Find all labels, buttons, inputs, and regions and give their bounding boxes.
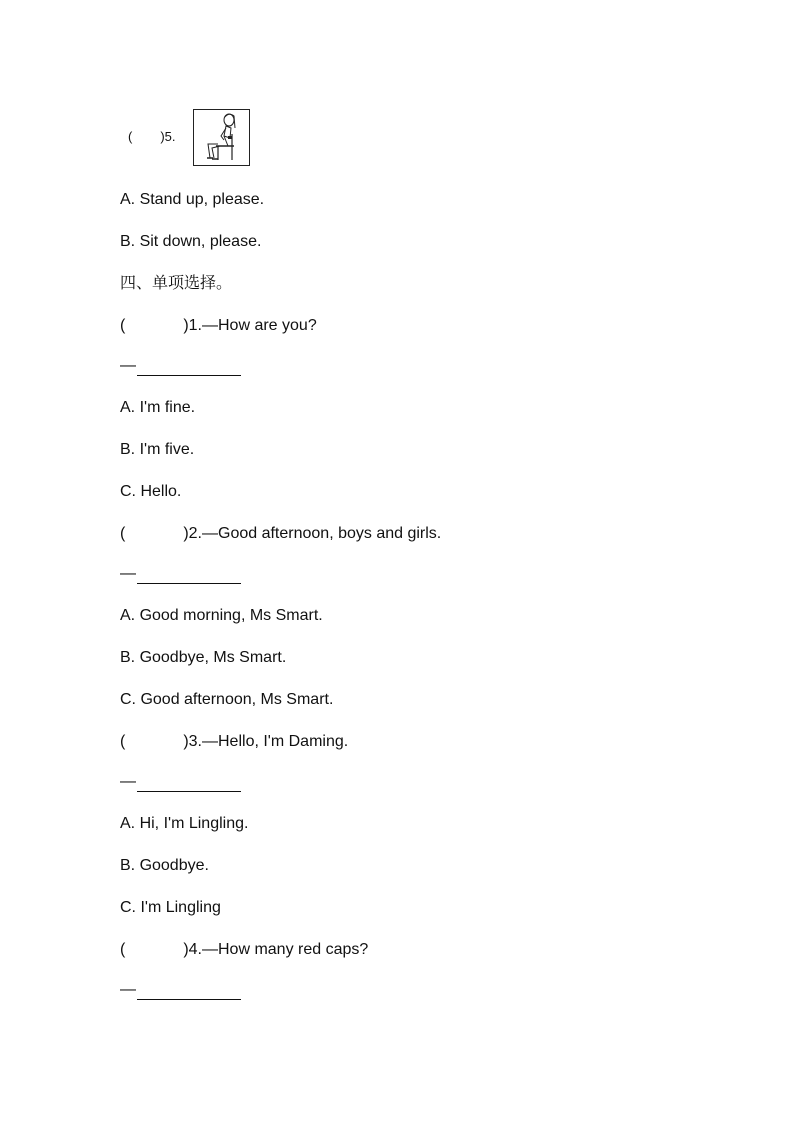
question-3-text: )3.—Hello, I'm Daming. — [183, 733, 349, 750]
question-2-option-a: A. Good morning, Ms Smart. — [120, 607, 323, 624]
question-3-option-b: B. Goodbye. — [120, 857, 209, 874]
question-1-option-c: C. Hello. — [120, 483, 182, 500]
question-2-text: )2.—Good afternoon, boys and girls. — [183, 525, 442, 542]
girl-sitting-picture — [193, 109, 250, 166]
question-1-text: )1.—How are you? — [183, 317, 317, 334]
question-2-option-c: C. Good afternoon, Ms Smart. — [120, 691, 334, 708]
question-3-prompt — [120, 732, 348, 752]
girl-sitting-illustration — [194, 110, 249, 165]
question-4-text: )4.—How many red caps? — [183, 941, 369, 958]
question-4-prompt — [120, 940, 368, 960]
q5-close-number: )5. — [160, 129, 176, 144]
question-2-answer-line — [120, 564, 241, 584]
question-2-open-paren: ( — [120, 525, 126, 542]
question-4-open-paren: ( — [120, 941, 126, 958]
question-1-dash: — — [120, 357, 136, 374]
question-2-option-b: B. Goodbye, Ms Smart. — [120, 649, 287, 666]
q5-option-b: B. Sit down, please. — [120, 233, 262, 250]
question-4-answer-blank[interactable] — [137, 983, 241, 1000]
question-1-open-paren: ( — [120, 317, 126, 334]
question-1-option-b: B. I'm five. — [120, 441, 195, 458]
question-2-dash: — — [120, 565, 136, 582]
question-1-answer-blank[interactable] — [137, 359, 241, 376]
question-3-dash: — — [120, 773, 136, 790]
question-2-answer-blank[interactable] — [137, 567, 241, 584]
section-title: 四、单项选择。 — [120, 275, 233, 292]
question-4-dash: — — [120, 981, 136, 998]
question-2-prompt — [120, 524, 441, 544]
q5-open-paren: ( — [128, 129, 133, 144]
q5-number — [128, 128, 176, 146]
question-1-answer-line — [120, 356, 241, 376]
question-3-option-a: A. Hi, I'm Lingling. — [120, 815, 249, 832]
question-1-option-a: A. I'm fine. — [120, 399, 196, 416]
question-4-answer-line — [120, 980, 241, 1000]
question-3-answer-blank[interactable] — [137, 775, 241, 792]
q5-option-a: A. Stand up, please. — [120, 191, 265, 208]
question-1-prompt — [120, 316, 317, 336]
question-3-answer-line — [120, 772, 241, 792]
question-3-option-c: C. I'm Lingling — [120, 899, 221, 916]
question-3-open-paren: ( — [120, 733, 126, 750]
